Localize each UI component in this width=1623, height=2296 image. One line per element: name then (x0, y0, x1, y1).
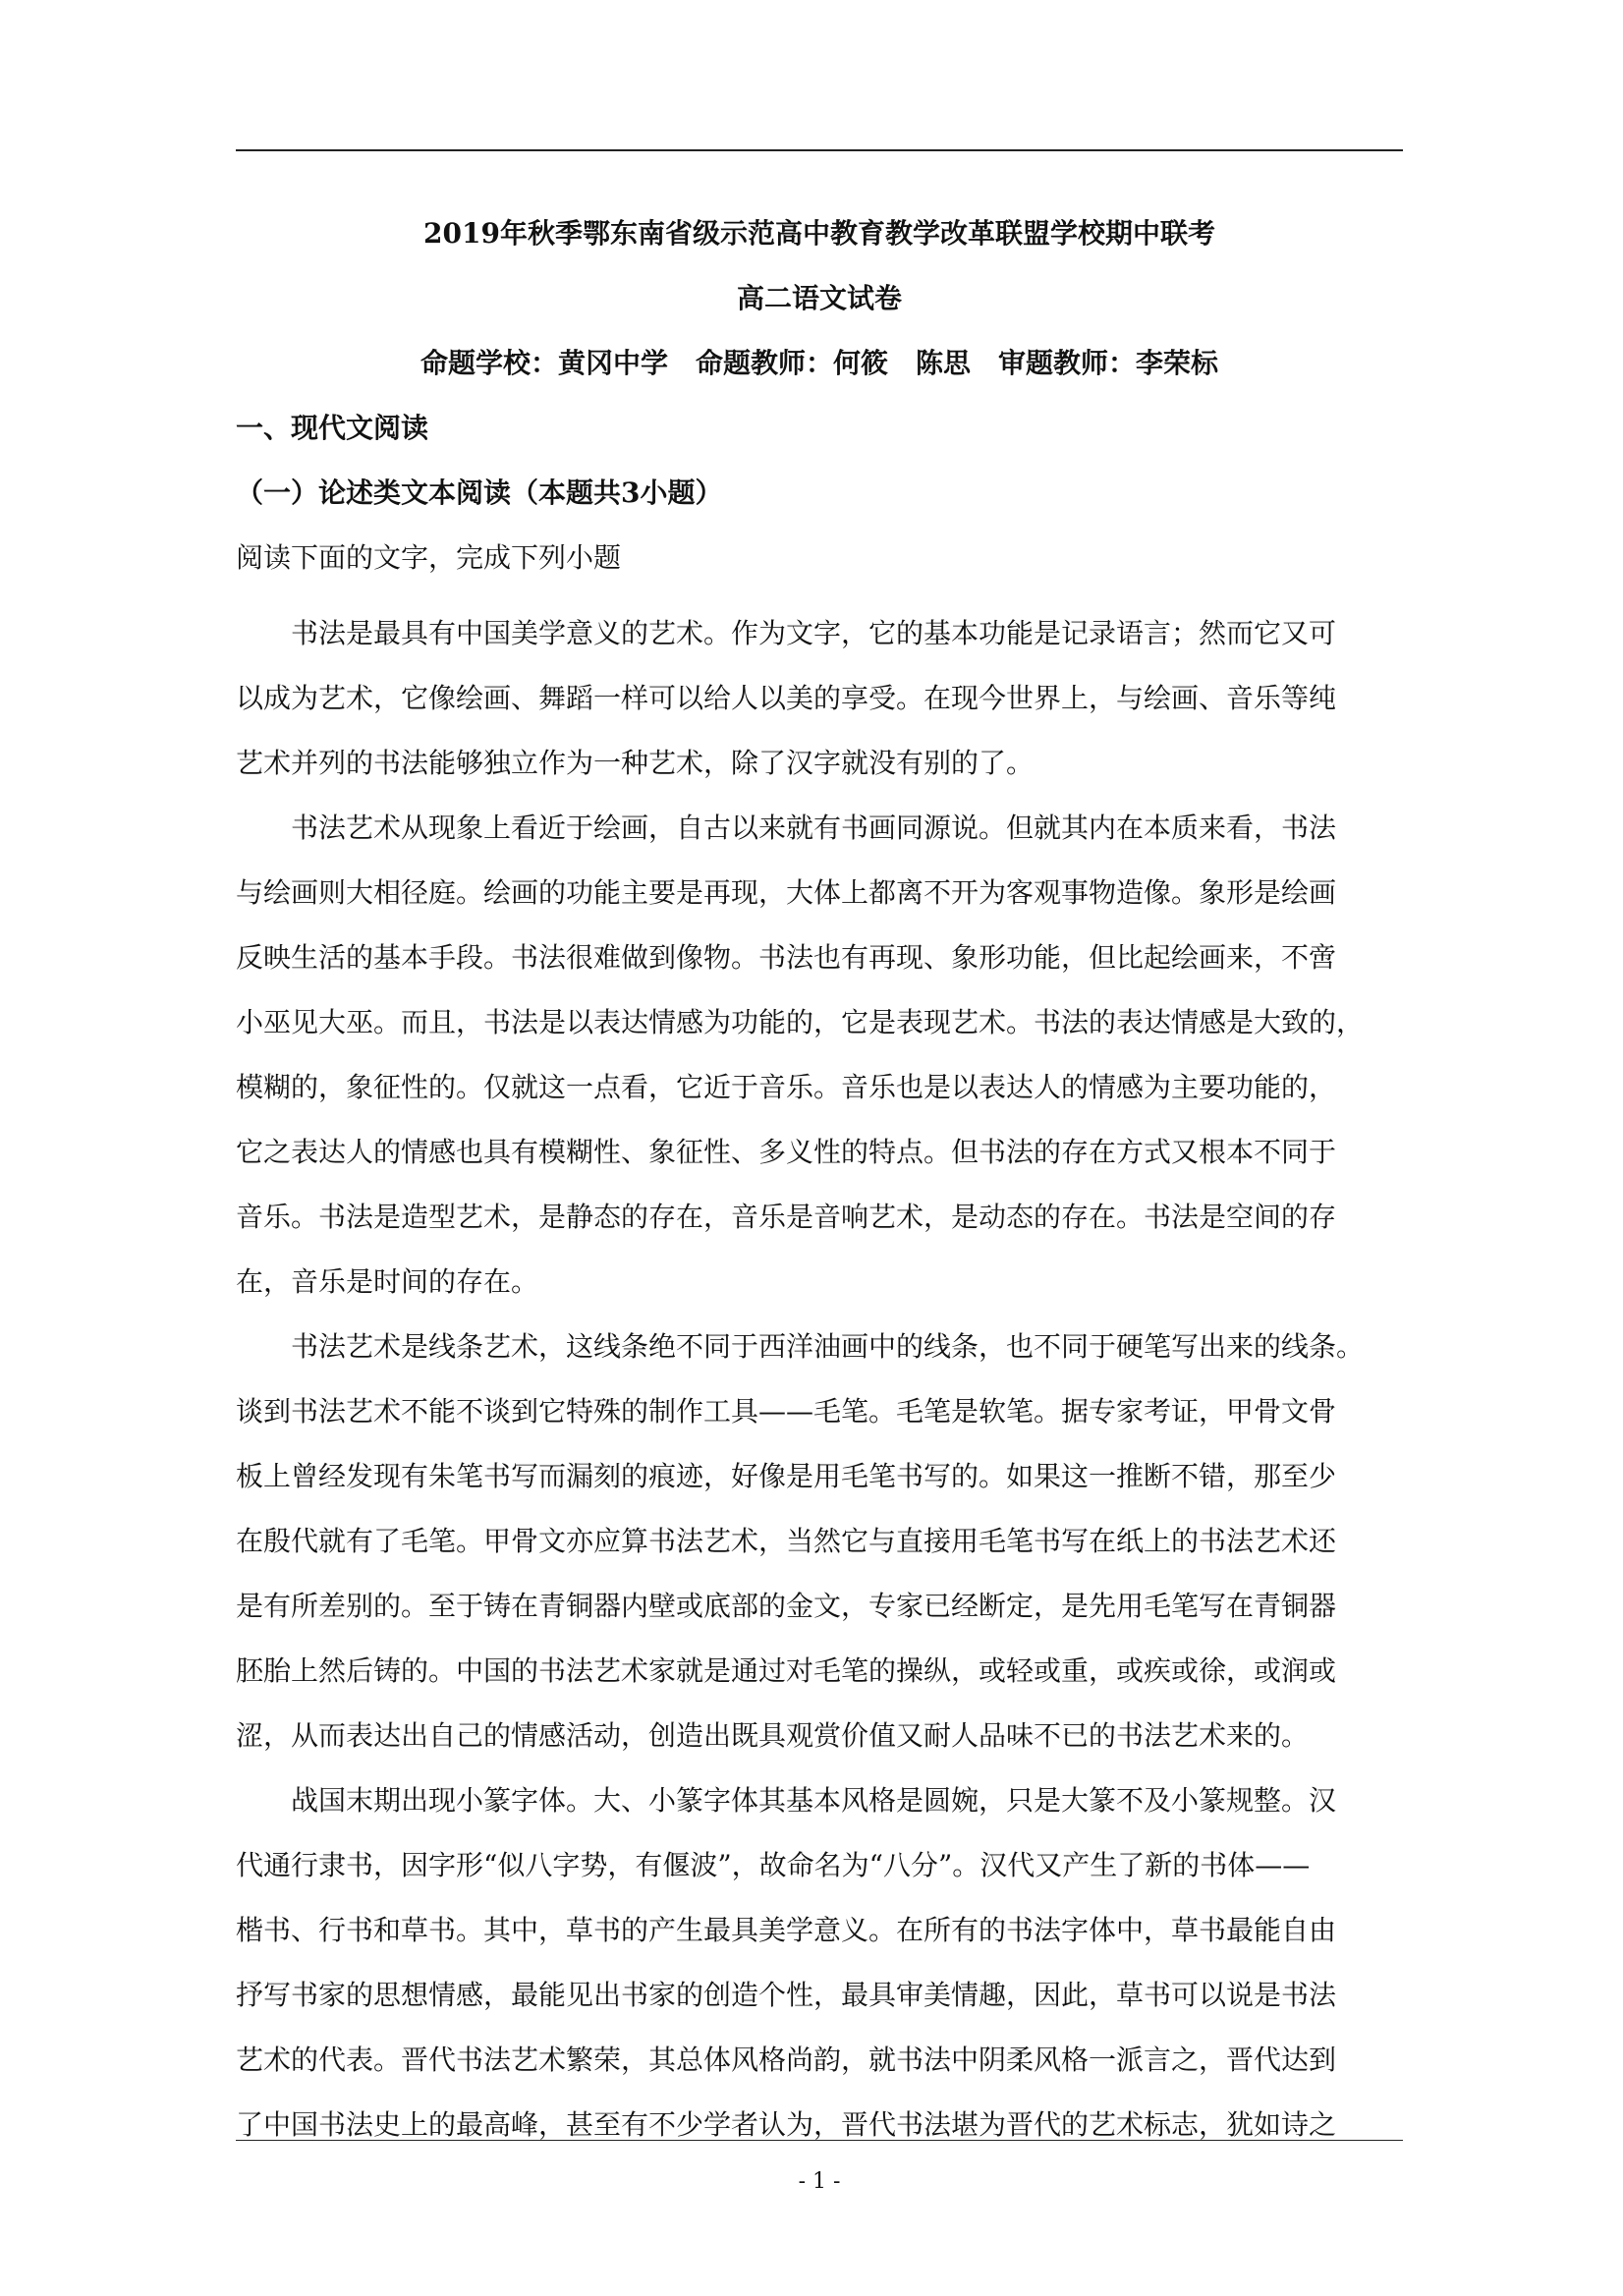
page-number: - 1 - (798, 2169, 841, 2194)
text-line: 音乐。书法是造型艺术，是静态的存在，音乐是音响艺术，是动态的存在。书法是空间的存 (236, 1201, 1337, 1233)
subsection-heading: （一）论述类文本阅读（本题共3小题） (236, 476, 723, 509)
text-line: 涩，从而表达出自己的情感活动，创造出既具观赏价值又耐人品味不已的书法艺术来的。 (236, 1719, 1310, 1752)
reading-instruction: 阅读下面的文字，完成下列小题 (236, 541, 622, 574)
paragraph (236, 796, 1403, 1315)
exam-credits: 命题学校：黄冈中学 命题教师：何筱 陈思 审题教师：李荣标 (420, 347, 1218, 379)
text-line: 谈到书法艺术不能不谈到它特殊的制作工具——毛笔。毛笔是软笔。据专家考证，甲骨文骨 (236, 1395, 1337, 1428)
text-line: 书法艺术从现象上看近于绘画，自古以来就有书画同源说。但就其内在本质来看，书法 (236, 812, 1337, 844)
text-line: 胚胎上然后铸的。中国的书法艺术家就是通过对毛笔的操纵，或轻或重，或疾或徐，或润或 (236, 1654, 1337, 1687)
passage-body (236, 601, 1403, 2157)
text-line: 书法艺术是线条艺术，这线条绝不同于西洋油画中的线条，也不同于硬笔写出来的线条。 (236, 1330, 1365, 1363)
text-line: 了中国书法史上的最高峰，甚至有不少学者认为，晋代书法堪为晋代的艺术标志，犹如诗之 (236, 2108, 1337, 2141)
text-line: 以成为艺术，它像绘画、舞蹈一样可以给人以美的享受。在现今世界上，与绘画、音乐等纯 (236, 682, 1337, 714)
text-line: 它之表达人的情感也具有模糊性、象征性、多义性的特点。但书法的存在方式又根本不同于 (236, 1136, 1337, 1168)
text-line: 在，音乐是时间的存在。 (236, 1265, 539, 1298)
text-line: 是有所差别的。至于铸在青铜器内壁或底部的金文，专家已经断定，是先用毛笔写在青铜器 (236, 1590, 1337, 1622)
section-heading: 一、现代文阅读 (236, 412, 429, 444)
header-rule (236, 149, 1403, 151)
text-line: 板上曾经发现有朱笔书写而漏刻的痕迹，好像是用毛笔书写的。如果这一推断不错，那至少 (236, 1460, 1337, 1492)
paragraph (236, 601, 1403, 796)
text-line: 楷书、行书和草书。其中，草书的产生最具美学意义。在所有的书法字体中，草书最能自由 (236, 1914, 1337, 1946)
text-line: 小巫见大巫。而且，书法是以表达情感为功能的，它是表现艺术。书法的表达情感是大致的， (236, 1006, 1365, 1038)
text-line: 代通行隶书，因字形“似八字势，有偃波”，故命名为“八分”。汉代又产生了新的书体—— (236, 1849, 1311, 1881)
text-line: 艺术并列的书法能够独立作为一种艺术，除了汉字就没有别的了。 (236, 747, 1035, 779)
text-line: 模糊的，象征性的。仅就这一点看，它近于音乐。音乐也是以表达人的情感为主要功能的， (236, 1071, 1337, 1103)
text-line: 书法是最具有中国美学意义的艺术。作为文字，它的基本功能是记录语言；然而它又可 (236, 617, 1337, 649)
text-line: 抒写书家的思想情感，最能见出书家的创造个性，最具审美情趣，因此，草书可以说是书法 (236, 1979, 1337, 2011)
text-line: 艺术的代表。晋代书法艺术繁荣，其总体风格尚韵，就书法中阴柔风格一派言之，晋代达到 (236, 2044, 1337, 2076)
text-line: 与绘画则大相径庭。绘画的功能主要是再现，大体上都离不开为客观事物造像。象形是绘画 (236, 876, 1337, 909)
footer-rule (236, 2140, 1403, 2141)
paragraph (236, 1768, 1403, 2157)
exam-title: 2019年秋季鄂东南省级示范高中教育教学改革联盟学校期中联考 (423, 217, 1215, 250)
text-line: 反映生活的基本手段。书法很难做到像物。书法也有再现、象形功能，但比起绘画来，不啻 (236, 941, 1337, 974)
exam-subtitle: 高二语文试卷 (736, 282, 902, 314)
paragraph (236, 1315, 1403, 1768)
text-line: 战国末期出现小篆字体。大、小篆字体其基本风格是圆婉，只是大篆不及小篆规整。汉 (236, 1784, 1337, 1817)
text-line: 在殷代就有了毛笔。甲骨文亦应算书法艺术，当然它与直接用毛笔书写在纸上的书法艺术还 (236, 1525, 1337, 1557)
